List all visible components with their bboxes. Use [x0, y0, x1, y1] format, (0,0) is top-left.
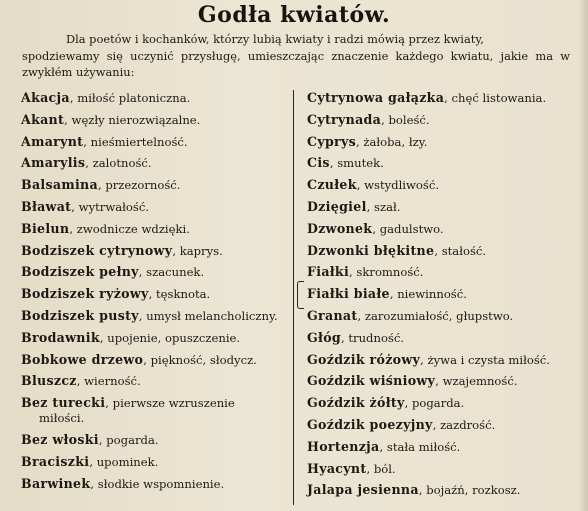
flower-entry: Bodziszek cytrynowy, kaprys.	[21, 242, 223, 258]
flower-entry: Cytrynada, boleść.	[307, 111, 430, 127]
column-divider	[293, 90, 294, 505]
flower-meaning: zazdrość.	[440, 417, 496, 432]
intro-line-2: spodziewamy się uczynić przysługę, umieszczając znaczenie każdego kwiatu, jakie	[22, 48, 529, 63]
flower-name: Balsamina	[21, 177, 98, 193]
flower-entry: Bez włoski, pogarda.	[21, 431, 159, 447]
flower-meaning: wstydliwość.	[364, 178, 440, 193]
flower-entry: Cyprys, żałoba, łzy.	[307, 133, 428, 149]
page-title: Godła kwiatów.	[197, 2, 391, 28]
flower-name: Jalapa jesienna	[307, 482, 419, 498]
intro-line-3: ma w zwykłém używaniu:	[22, 48, 570, 79]
flower-name: Bodziszek cytrynowy	[21, 242, 173, 258]
flower-name: Hyacynt	[307, 460, 367, 476]
flower-entry: Fiałki, skromność.	[307, 264, 424, 280]
flower-meaning: pogarda.	[411, 396, 465, 411]
brace-mark	[297, 281, 304, 309]
flower-meaning: zwodnicze wdzięki.	[76, 221, 190, 236]
flower-name: Bluszcz	[21, 373, 77, 389]
flower-name: Bez turecki	[21, 395, 106, 411]
flower-meaning: pierwsze wzruszenie miłości.	[39, 396, 235, 426]
flower-entry: Bobkowe drzewo, piękność, słodycz.	[21, 351, 257, 367]
flower-entry: Brodawnik, upojenie, opuszczenie.	[21, 329, 241, 345]
flower-name: Amarylis	[21, 155, 86, 171]
flower-meaning: umysł melancholiczny.	[146, 308, 278, 323]
flower-entry: Amarynt, nieśmiertelność.	[21, 133, 188, 149]
flower-meaning: trudność.	[348, 330, 405, 345]
flower-name: Goździk żółty	[307, 395, 405, 411]
flower-name: Brodawnik	[21, 329, 100, 345]
flower-meaning: słodkie wspomnienie.	[97, 476, 225, 491]
flower-meaning: upominek.	[96, 454, 159, 469]
flower-name: Goździk poezyjny	[307, 416, 433, 432]
flower-entry: Balsamina, przezorność.	[21, 177, 181, 193]
flower-entry: Czułek, wstydliwość.	[307, 177, 440, 193]
left-column	[21, 90, 283, 497]
flower-entry: Bluszcz, wierność.	[21, 373, 141, 389]
flower-meaning: upojenie, opuszczenie.	[107, 330, 241, 345]
flower-meaning: węzły nierozwiązalne.	[71, 112, 201, 127]
flower-name: Cytrynowa gałązka	[307, 90, 445, 105]
flower-name: Głóg	[307, 329, 342, 345]
flower-meaning: tęsknota.	[156, 287, 211, 302]
flower-entry: Goździk poezyjny, zazdrość.	[307, 416, 496, 432]
flower-entry: Barwinek, słodkie wspomnienie.	[21, 475, 225, 491]
flower-entry: Dzwonki błękitne, stałość.	[307, 242, 487, 258]
flower-meaning: przezorność.	[105, 178, 181, 193]
flower-entry: Fiałki białe, niewinność.	[307, 286, 467, 302]
flower-name: Bez włoski	[21, 431, 99, 447]
flower-meaning: chęć listowania.	[451, 91, 547, 105]
flower-entry: Granat, zarozumiałość, głupstwo.	[307, 307, 514, 323]
flower-entry: Cis, smutek.	[307, 155, 384, 171]
flower-name: Cytrynada	[307, 111, 382, 127]
flower-entry: Goździk żółty, pogarda.	[307, 395, 465, 411]
flower-name: Dzięgiel	[307, 198, 367, 214]
flower-entry: Dzięgiel, szał.	[307, 198, 401, 214]
flower-meaning: kaprys.	[179, 243, 223, 258]
flower-entry: Goździk różowy, żywa i czysta miłość.	[307, 351, 550, 367]
flower-name: Granat	[307, 307, 358, 323]
flower-meaning: boleść.	[388, 112, 430, 127]
flower-meaning: wytrwałość.	[78, 199, 150, 214]
flower-meaning: niewinność.	[397, 287, 467, 302]
flower-meaning: szał.	[374, 199, 401, 214]
flower-entry: Hyacynt, ból.	[307, 460, 396, 476]
flower-entry: Jalapa jesienna, bojaźń, rozkosz.	[307, 482, 521, 498]
flower-entry: Bielun, zwodnicze wdzięki.	[21, 220, 190, 236]
flower-entry: Hortenzja, stała miłość.	[307, 438, 461, 454]
flower-entry: Bodziszek ryżowy, tęsknota.	[21, 286, 211, 302]
flower-meaning: żałoba, łzy.	[363, 134, 428, 149]
flower-name: Barwinek	[21, 475, 91, 491]
right-column	[307, 90, 577, 504]
flower-entry: Bodziszek pusty, umysł melancholiczny.	[21, 307, 278, 323]
flower-meaning: wierność.	[84, 374, 141, 389]
flower-name: Bodziszek pusty	[21, 307, 139, 323]
flower-entry: Cytrynowa gałązka, chęć listowania.	[307, 90, 547, 105]
flower-name: Bławat	[21, 198, 72, 214]
page-edge-shadow	[578, 0, 588, 511]
flower-entry: Goździk wiśniowy, wzajemność.	[307, 373, 518, 389]
flower-name: Bobkowe drzewo	[21, 351, 144, 367]
flower-meaning: smutek.	[337, 156, 384, 171]
flower-name: Hortenzja	[307, 438, 380, 454]
flower-meaning: stała miłość.	[386, 439, 461, 454]
intro-paragraph	[22, 31, 570, 81]
flower-meaning: wzajemność.	[442, 374, 518, 389]
flower-name: Dzwonki błękitne	[307, 242, 435, 258]
flower-meaning: bojaźń, rozkosz.	[426, 483, 521, 498]
flower-meaning: żywa i czysta miłość.	[427, 352, 550, 367]
flower-meaning: zalotność.	[92, 156, 152, 171]
flower-entry: Akacja, miłość platoniczna.	[21, 90, 191, 105]
flower-meaning: ból.	[373, 461, 396, 476]
flower-name: Bodziszek ryżowy	[21, 286, 149, 302]
flower-name: Amarynt	[21, 133, 84, 149]
flower-entry: Akant, węzły nierozwiązalne.	[21, 111, 201, 127]
flower-name: Bodziszek pełny	[21, 264, 139, 280]
flower-meaning: skromność.	[356, 265, 424, 280]
flower-entry: Głóg, trudność.	[307, 329, 405, 345]
flower-name: Akacja	[21, 90, 70, 105]
flower-entry: Bławat, wytrwałość.	[21, 198, 150, 214]
flower-name: Fiałki	[307, 264, 350, 280]
flower-entry: Dzwonek, gadulstwo.	[307, 220, 444, 236]
flower-entry: Braciszki, upominek.	[21, 453, 159, 469]
flower-name: Cis	[307, 155, 330, 171]
flower-name: Akant	[21, 111, 65, 127]
flower-meaning: stałość.	[441, 243, 487, 258]
flower-name: Braciszki	[21, 453, 90, 469]
flower-meaning: zarozumiałość, głupstwo.	[364, 308, 514, 323]
flower-name: Goździk wiśniowy	[307, 373, 436, 389]
intro-line-1: Dla poetów i kochanków, którzy lubią kwiaty i radzi mówią przez kwiaty,	[66, 32, 484, 46]
flower-name: Czułek	[307, 177, 357, 193]
flower-entry: Bez turecki, pierwsze wzruszenie miłości.	[21, 395, 235, 426]
flower-entry: Bodziszek pełny, szacunek.	[21, 264, 205, 280]
flower-meaning: nieśmiertelność.	[90, 134, 188, 149]
flower-name: Goździk różowy	[307, 351, 421, 367]
flower-meaning: piękność, słodycz.	[150, 352, 257, 367]
flower-name: Bielun	[21, 220, 70, 236]
flower-meaning: miłość platoniczna.	[77, 91, 191, 105]
flower-name: Fiałki białe	[307, 286, 390, 302]
flower-meaning: gadulstwo.	[379, 221, 444, 236]
flower-entry: Amarylis, zalotność.	[21, 155, 152, 171]
flower-name: Cyprys	[307, 133, 356, 149]
flower-meaning: pogarda.	[106, 432, 159, 447]
flower-meaning: szacunek.	[146, 265, 205, 280]
flower-name: Dzwonek	[307, 220, 373, 236]
